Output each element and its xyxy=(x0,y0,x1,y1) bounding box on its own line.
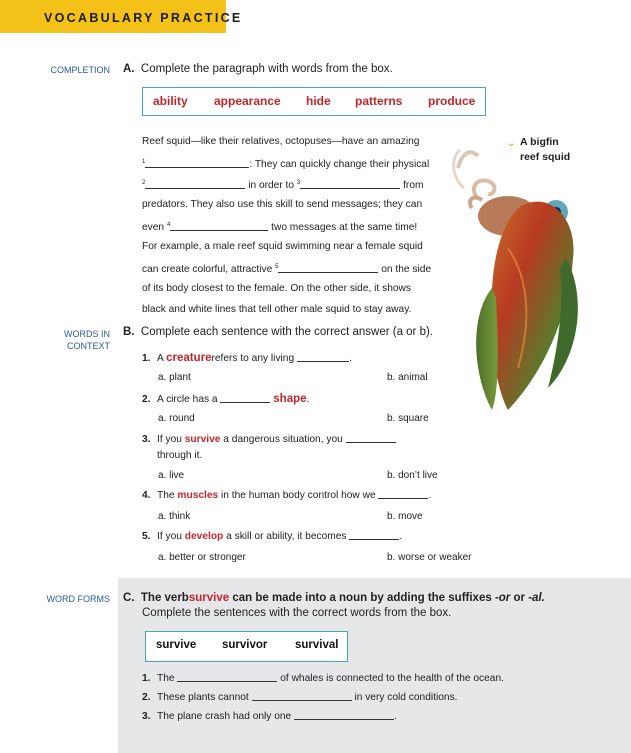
section-banner xyxy=(0,0,243,33)
option-a[interactable]: a. think xyxy=(158,511,191,522)
word-box-item: patterns xyxy=(355,94,403,108)
option-b[interactable]: b. square xyxy=(387,413,429,424)
question-c1: 1. The of whales is connected to the health of the ocean. xyxy=(142,673,504,684)
word-box-item: hide xyxy=(306,94,331,108)
side-label-word-forms: WORD FORMS xyxy=(46,594,110,604)
blank-b5[interactable] xyxy=(349,539,399,540)
part-b-heading: B. Complete each sentence with the correct answer (a or b). xyxy=(123,326,434,338)
question-b1: 1. A creaturerefers to any living . xyxy=(142,352,352,364)
option-b[interactable]: b. don’t live xyxy=(387,470,438,481)
question-b3: 3. If you survive a dangerous situation, you xyxy=(142,434,396,445)
question-c3: 3. The plane crash had only one . xyxy=(142,711,397,722)
photo-caption: A bigfin reef squid xyxy=(520,136,571,163)
option-a[interactable]: a. plant xyxy=(158,372,191,383)
question-c2: 2. These plants cannot in very cold conditions. xyxy=(142,692,458,703)
word-box-item: survive xyxy=(156,639,197,651)
part-c-panel xyxy=(118,578,631,753)
word-box-c xyxy=(145,631,348,662)
blank-c1[interactable] xyxy=(177,681,277,682)
blank-b4[interactable] xyxy=(378,498,428,499)
question-b3-continuation: through it. xyxy=(157,450,203,461)
question-b5: 5. If you develop a skill or ability, it becomes . xyxy=(142,531,403,542)
blank-4[interactable] xyxy=(170,230,268,231)
option-a[interactable]: a. round xyxy=(158,413,195,424)
chevron-down-icon: ⌄ xyxy=(507,137,516,149)
blank-b2[interactable] xyxy=(220,402,270,403)
blank-c3[interactable] xyxy=(294,719,394,720)
blank-3[interactable] xyxy=(300,188,400,189)
option-b[interactable]: b. move xyxy=(387,511,423,522)
part-c-heading: C. The verbsurvive can be made into a noun by adding the suffixes -or or -al. xyxy=(123,592,545,604)
option-b[interactable]: b. worse or weaker xyxy=(387,552,472,563)
word-box-item: survivor xyxy=(222,639,268,651)
blank-5[interactable] xyxy=(278,272,378,273)
option-b[interactable]: b. animal xyxy=(387,372,428,383)
part-c-instruction: Complete the sentences with the correct words from the box. xyxy=(142,607,452,619)
blank-b3[interactable] xyxy=(346,442,396,443)
part-a-heading: A. Complete the paragraph with words from the box. xyxy=(123,63,393,75)
blank-b1[interactable] xyxy=(297,361,349,362)
question-b2: 2. A circle has a shape. xyxy=(142,393,310,405)
blank-c2[interactable] xyxy=(252,700,352,701)
option-a[interactable]: a. better or stronger xyxy=(158,552,246,563)
side-label-words-in-context: WORDS IN CONTEXT xyxy=(64,329,110,351)
option-a[interactable]: a. live xyxy=(158,470,185,481)
word-box-item: appearance xyxy=(214,94,281,108)
side-label-completion: COMPLETION xyxy=(50,65,110,75)
word-box-item: produce xyxy=(428,94,476,108)
completion-paragraph: Reef squid—like their relatives, octopuses—have an amazing $^1$ : They can quickly change their physical $^2$ in order to $^3$ from predators. They also use this skill to send messages; they can even $^4$ two messages at the same time! For example, a male reef squid swimming near a female squid can create colorful, attractive $^5$ on the side of its body closest to the female. On the other side, it shows black and white lines that tell other male squid to stay away. xyxy=(142,136,432,315)
banner-title: VOCABULARY PRACTICE xyxy=(44,11,243,25)
blank-2[interactable] xyxy=(145,188,245,189)
squid-image xyxy=(448,148,593,418)
word-box-a xyxy=(142,87,486,116)
word-box-item: ability xyxy=(153,94,188,108)
word-box-item: survival xyxy=(295,639,339,651)
blank-1[interactable] xyxy=(145,167,249,168)
question-b4: 4. The muscles in the human body control how we . xyxy=(142,490,432,501)
